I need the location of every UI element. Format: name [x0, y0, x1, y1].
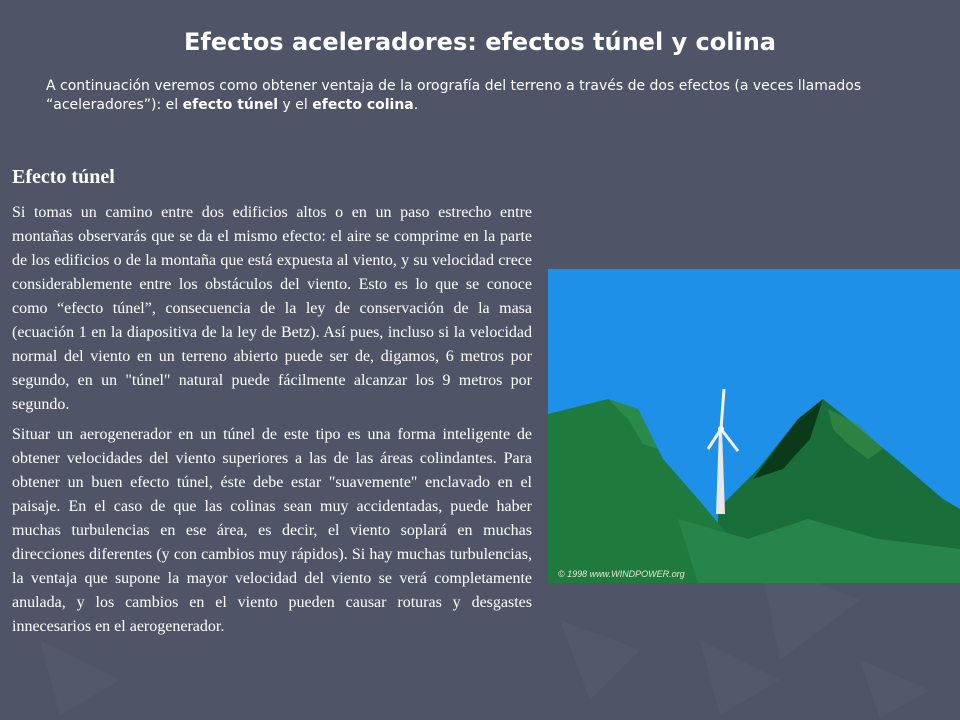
tunnel-illustration-svg: [548, 269, 960, 583]
paragraph-2: Situar un aerogenerador en un túnel de este tipo es una forma inteligente de obtener velocidades del viento superiores a las de las áreas colindantes. Para obtener un buen efecto túnel, éste debe estar "suavemente" enclavado en el paisaje. En el caso de que las colinas sean muy accidentadas, puede haber muchas turbulencias en ese área, es decir, el viento soplará en muchas direcciones diferentes (y con cambios muy rápidos). Si hay muchas turbulencias, la ventaja que supone la mayor velocidad del viento se verá completamente anulada, y los cambios en el viento pueden causar roturas y desgastes innecesarios en el aerogenerador.: [12, 426, 532, 635]
slide-title: Efectos aceleradores: efectos túnel y colina: [184, 28, 776, 56]
intro-text-3: .: [413, 97, 419, 113]
tunnel-effect-section: [12, 166, 532, 645]
tunnel-illustration: [548, 269, 960, 583]
intro-bold-tunnel: efecto túnel: [182, 97, 279, 113]
image-credit: © 1998 www.WINDPOWER.org: [558, 569, 685, 579]
intro-bold-hill: efecto colina: [312, 97, 414, 113]
section-heading: Efecto túnel: [12, 166, 115, 188]
paragraph-1: Si tomas un camino entre dos edificios altos o en un paso estrecho entre montañas observarás que se da el mismo efecto: el aire se comprime en la parte de los edificios o de la montaña que está expuesta al viento, y su velocidad crece considerablemente entre los obstáculos del viento. Esto es lo que se conoce como “efecto túnel”, consecuencia de la ley de conservación de la masa (ecuación 1 en la diapositiva de la ley de Betz). Así pues, incluso si la velocidad normal del viento en un terreno abierto puede ser de, digamos, 6 metros por segundo, en un "túnel" natural puede fácilmente alcanzar los 9 metros por segundo.: [12, 204, 532, 413]
intro-text-2: y el: [278, 97, 313, 113]
intro-paragraph: [46, 77, 926, 115]
intro-text-1: A continuación veremos como obtener ventaja de la orografía del terreno a través de dos efectos (a veces llamados “aceleradores”): el: [46, 78, 862, 113]
